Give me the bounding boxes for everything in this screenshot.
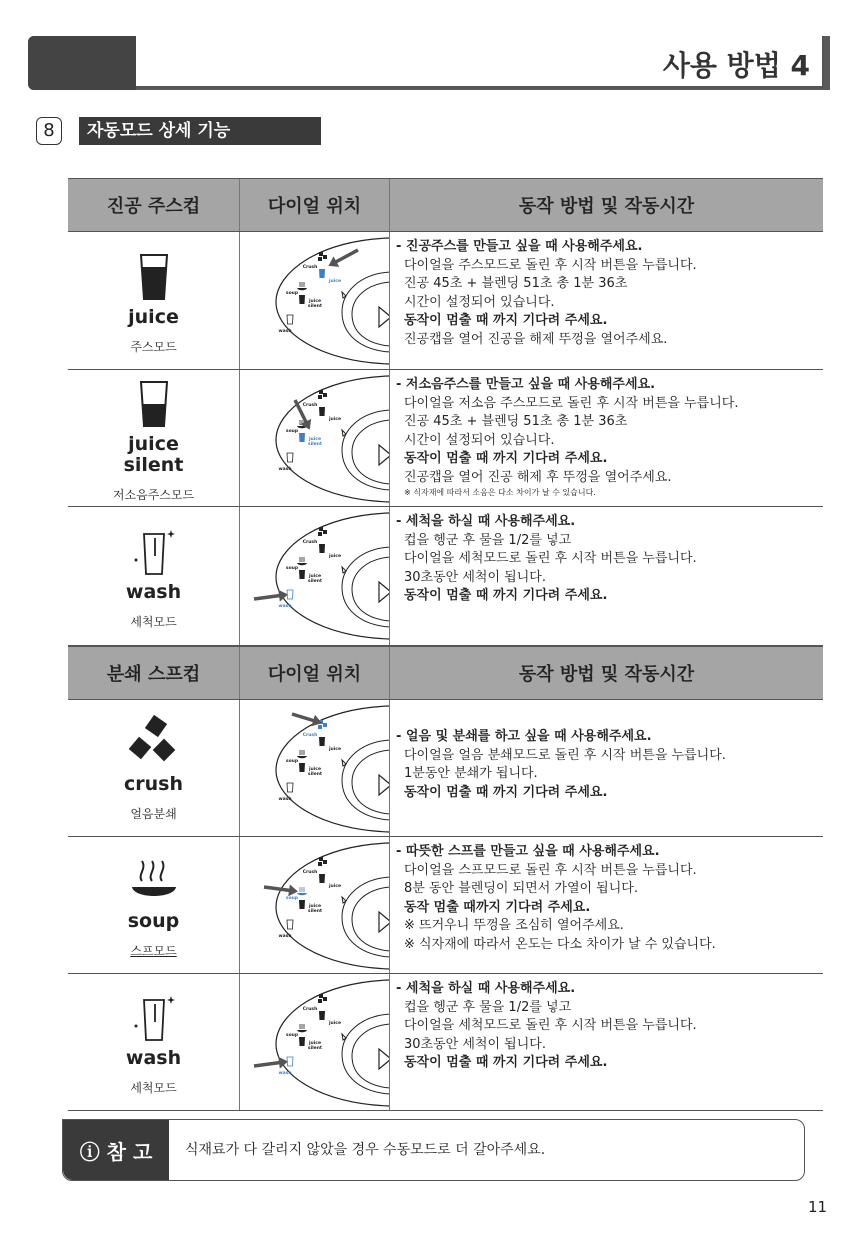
dial-soup-icon <box>297 887 307 895</box>
dial-label-juice-silent: silent <box>307 909 323 914</box>
dial-crush-icon <box>318 390 327 399</box>
dial-cell <box>240 974 390 1110</box>
description-line: 진공캡을 열어 진공을 해제 뚜껑을 열어주세요. <box>404 331 668 347</box>
dial-label-soup: soup <box>285 291 299 296</box>
dial-crush-icon <box>318 252 327 261</box>
section-title: 자동모드 상세 기능 <box>79 117 321 145</box>
dial-label-juice-silent: juice <box>308 299 322 304</box>
dial-label-juice-silent: juice <box>308 904 322 909</box>
dial-juice-silent-icon <box>299 570 305 579</box>
mode-name: crush <box>124 773 183 795</box>
play-icon <box>379 307 390 327</box>
description-line: - 세척을 하실 때 사용해주세요. <box>396 981 576 996</box>
dial-label-juice: juice <box>328 417 342 422</box>
description-line: 동작이 멈출 때 까지 기다려 주세요. <box>404 1055 608 1070</box>
dial-juice-silent-icon <box>299 295 305 304</box>
play-icon <box>379 1049 390 1069</box>
dial-label-wash: wash <box>278 934 292 939</box>
dial-diagram <box>240 232 390 368</box>
dial-juice-icon <box>319 544 325 553</box>
description-line: 30초동안 세척이 됩니다. <box>404 1036 546 1052</box>
dial-crush-icon <box>318 857 327 866</box>
dial-label-juice-silent: silent <box>307 579 323 584</box>
arrow-head <box>278 590 288 602</box>
dial-wash-icon <box>287 783 293 792</box>
table-header-cell: 다이얼 위치 <box>240 647 390 699</box>
table-header-row <box>68 178 823 232</box>
description-line: 다이얼을 얼음 분쇄모드로 돌린 후 시작 버튼을 누릅니다. <box>404 747 726 763</box>
dial-wash-icon <box>287 920 293 929</box>
dial-label-juice-silent: silent <box>307 1046 323 1051</box>
description-cell <box>390 837 823 973</box>
dial-juice-silent-icon <box>299 433 305 442</box>
dial-label-crush: Crush <box>302 265 318 270</box>
description-line: 다이얼을 스프모드로 돌린 후 시작 버튼을 누릅니다. <box>404 862 697 878</box>
mode-cell <box>68 232 240 369</box>
dial-label-wash: wash <box>278 329 292 334</box>
description-line: 다이얼을 저소음 주스모드로 돌린 후 시작 버튼을 누릅니다. <box>404 395 739 411</box>
description-cell <box>390 974 823 1110</box>
dial-label-crush: Crush <box>302 403 318 408</box>
description-line: ※ 식자재에 따라서 온도는 다소 차이가 날 수 있습니다. <box>404 936 716 952</box>
arrow-head <box>288 884 298 896</box>
page-title: 사용 방법 4 <box>662 49 810 82</box>
description-line: 다이얼을 세척모드로 돌린 후 시작 버튼을 누릅니다. <box>404 1018 697 1033</box>
description-line: 컵을 헹군 후 물을 1/2를 넣고 <box>404 532 572 548</box>
dial-soup-icon <box>297 750 307 758</box>
dial-soup-icon <box>297 1024 307 1032</box>
table-header-cell: 진공 주스컵 <box>68 179 240 231</box>
dial-label-crush: Crush <box>302 870 318 875</box>
dial-juice-icon <box>319 737 325 746</box>
dial-cell <box>240 700 390 836</box>
description-line: 다이얼을 주스모드로 돌린 후 시작 버튼을 누릅니다. <box>404 257 697 273</box>
description-line: 동작이 멈출 때 까지 기다려 주세요. <box>404 784 608 800</box>
mode-subtitle: 주스모드 <box>130 339 177 354</box>
reference-box <box>62 1119 805 1181</box>
description-line: - 따뜻한 스프를 만들고 싶을 때 사용해주세요. <box>396 844 660 859</box>
description-line: - 세척을 하실 때 사용해주세요. <box>396 514 576 529</box>
header-panel <box>136 36 824 88</box>
mode-name: soup <box>127 910 180 932</box>
dial-label-juice-silent: silent <box>307 442 323 447</box>
dial-label-juice-silent: juice <box>308 574 322 579</box>
dial-wash-icon <box>287 315 293 324</box>
dial-cell <box>240 370 390 506</box>
dial-label-wash: wash <box>278 604 292 609</box>
dial-diagram <box>240 974 390 1110</box>
dial-cell <box>240 837 390 973</box>
dial-soup-icon <box>297 282 307 290</box>
dial-juice-icon <box>319 1011 325 1020</box>
page-number: 11 <box>808 1198 828 1216</box>
dial-label-juice-silent: juice <box>308 767 322 772</box>
crush-icon <box>124 714 184 774</box>
mode-name: wash <box>125 1047 182 1069</box>
soup-icon <box>124 851 184 911</box>
description-cell <box>390 507 823 645</box>
mode-cell <box>68 370 240 506</box>
dial-label-juice: juice <box>328 554 342 559</box>
mode-name: juice silent <box>123 432 184 476</box>
dial-juice-icon <box>319 269 325 278</box>
dial-cell <box>240 232 390 369</box>
play-icon <box>379 582 390 602</box>
mode-name: juice <box>128 305 179 328</box>
dial-label-soup: soup <box>285 896 299 901</box>
mode-subtitle: 저소음주스모드 <box>112 487 195 502</box>
dial-label-juice-silent: juice <box>308 437 322 442</box>
description-line: 8분 동안 블렌딩이 되면서 가열이 됩니다. <box>404 881 638 896</box>
dial-label-juice: juice <box>328 884 342 889</box>
description-line: 시간이 설정되어 있습니다. <box>404 294 555 310</box>
description-cell <box>390 370 823 506</box>
description-line: - 얼음 및 분쇄를 하고 싶을 때 사용해주세요. <box>396 729 652 744</box>
mode-cell <box>68 974 240 1110</box>
description-line: 동작이 멈출 때 까지 기다려 주세요. <box>404 451 608 466</box>
description-line: ※ 식자재에 따라서 소음은 다소 차이가 날 수 있습니다. <box>404 488 596 497</box>
dial-soup-icon <box>297 557 307 565</box>
dial-juice-silent-icon <box>299 763 305 772</box>
description-cell <box>390 700 823 836</box>
mode-name: wash <box>125 581 182 603</box>
mode-subtitle: 세척모드 <box>130 1081 177 1095</box>
juice-icon <box>124 247 184 307</box>
play-icon <box>379 445 390 465</box>
dial-label-soup: soup <box>285 429 299 434</box>
description-line: 컵을 헹군 후 물을 1/2를 넣고 <box>404 999 572 1015</box>
section-number: 8 <box>36 117 62 145</box>
dial-label-juice: juice <box>328 1021 342 1026</box>
dial-label-juice-silent: silent <box>307 772 323 777</box>
table-header-cell: 동작 방법 및 작동시간 <box>518 196 695 217</box>
dial-label-soup: soup <box>285 566 299 571</box>
dial-label-soup: soup <box>285 1033 299 1038</box>
description-line: 동작 멈출 때까지 기다려 주세요. <box>404 899 591 915</box>
dial-juice-silent-icon <box>299 1037 305 1046</box>
description-line: 진공캡을 열어 진공 해제 후 뚜껑을 열어주세요. <box>404 469 672 485</box>
dial-crush-icon <box>318 994 327 1003</box>
table-header-cell: 다이얼 위치 <box>240 179 390 231</box>
dial-juice-icon <box>319 874 325 883</box>
description-line: - 저소음주스를 만들고 싶을 때 사용해주세요. <box>396 377 656 392</box>
dial-wash-icon <box>287 453 293 462</box>
wash-icon <box>124 522 184 582</box>
description-line: 진공 45초 + 블렌딩 51초 총 1분 36초 <box>404 414 628 429</box>
table-row <box>68 232 823 370</box>
dial-label-wash: wash <box>278 1071 292 1076</box>
page-header-bar <box>28 36 830 90</box>
table-row <box>68 370 823 507</box>
description-line: 진공 45초 + 블렌딩 51초 총 1분 36초 <box>404 276 628 291</box>
play-icon <box>379 775 390 795</box>
mode-cell <box>68 837 240 973</box>
dial-label-juice: juice <box>328 279 342 284</box>
reference-tag: ⓘ 참 고 <box>63 1120 169 1180</box>
mode-table <box>68 178 823 1111</box>
mode-subtitle: 얼음분쇄 <box>130 807 177 821</box>
description-line: 다이얼을 세척모드로 돌린 후 시작 버튼을 누릅니다. <box>404 551 697 566</box>
dial-cell <box>240 507 390 645</box>
juice-silent-icon <box>124 374 184 434</box>
dial-label-juice: juice <box>328 747 342 752</box>
description-cell <box>390 232 823 369</box>
mode-cell <box>68 700 240 836</box>
dial-diagram <box>240 837 390 973</box>
dial-label-crush: Crush <box>302 733 318 738</box>
dial-label-wash: wash <box>278 467 292 472</box>
table-row <box>68 837 823 974</box>
dial-label-wash: wash <box>278 797 292 802</box>
dial-crush-icon <box>318 527 327 536</box>
wash-icon <box>124 988 184 1048</box>
dial-label-soup: soup <box>285 759 299 764</box>
table-row <box>68 507 823 646</box>
dial-juice-silent-icon <box>299 900 305 909</box>
dial-juice-icon <box>319 407 325 416</box>
description-line: 동작이 멈출 때 까지 기다려 주세요. <box>404 588 608 603</box>
mode-subtitle: 세척모드 <box>130 615 177 629</box>
table-row <box>68 974 823 1111</box>
table-header-cell: 동작 방법 및 작동시간 <box>518 664 695 685</box>
dial-label-crush: Crush <box>302 540 318 545</box>
dial-diagram <box>240 370 390 506</box>
table-header-row <box>68 646 823 700</box>
header-accent <box>28 36 136 90</box>
dial-diagram <box>240 700 390 836</box>
dial-label-juice-silent: juice <box>308 1041 322 1046</box>
description-line: 30초동안 세척이 됩니다. <box>404 569 546 585</box>
arrow-head <box>278 1057 288 1069</box>
play-icon <box>379 912 390 932</box>
reference-text: 식재료가 다 갈리지 않았을 경우 수동모드로 더 갈아주세요. <box>185 1142 546 1158</box>
description-line: 동작이 멈출 때 까지 기다려 주세요. <box>404 313 608 328</box>
table-header-cell: 분쇄 스프컵 <box>68 647 240 699</box>
mode-subtitle: 스프모드 <box>130 944 177 958</box>
dial-label-juice-silent: silent <box>307 304 323 309</box>
description-line: 1분동안 분쇄가 됩니다. <box>404 766 538 781</box>
description-line: 시간이 설정되어 있습니다. <box>404 432 555 448</box>
mode-cell <box>68 507 240 645</box>
table-row <box>68 700 823 837</box>
dial-diagram <box>240 507 390 643</box>
dial-label-crush: Crush <box>302 1007 318 1012</box>
description-line: ※ 뜨거우니 뚜껑을 조심히 열어주세요. <box>404 918 624 933</box>
description-line: - 진공주스를 만들고 싶을 때 사용해주세요. <box>396 239 643 254</box>
